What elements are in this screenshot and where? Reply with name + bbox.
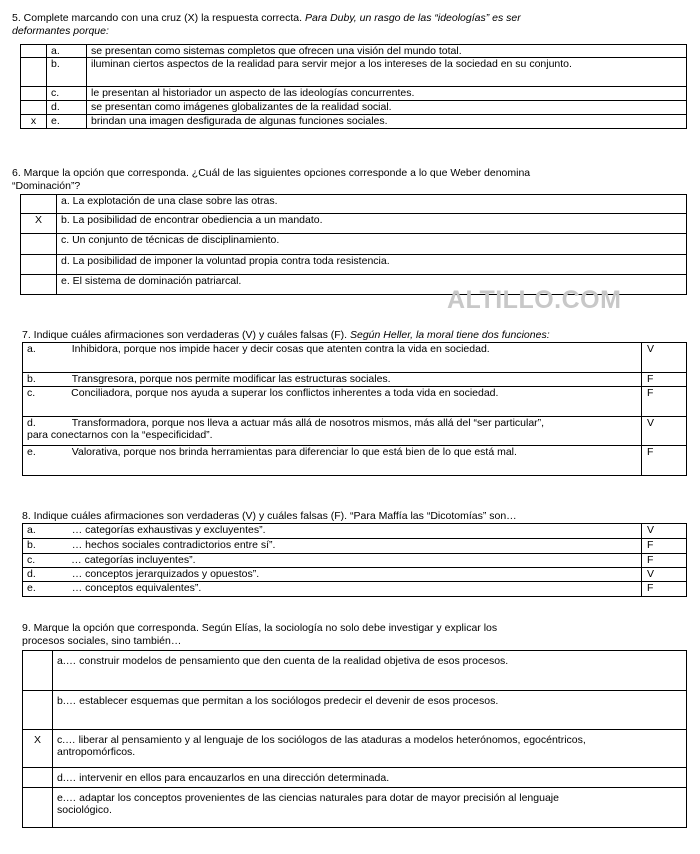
q5-letter-c: c. (47, 87, 87, 101)
q5-row-d (21, 101, 687, 115)
q9-row-d (23, 768, 687, 788)
q6-option-e: e. El sistema de dominación patriarcal. (57, 275, 687, 295)
q8-letter-b: b. (27, 539, 36, 551)
q6-row-d (21, 255, 687, 275)
q7-letter-b: b. (27, 373, 36, 385)
q5-option-c: le presentan al historiador un aspecto de las ideologías concurrentes. (87, 87, 687, 101)
q9-text-b: b.… establecer esquemas que permitan a los sociólogos predecir el devenir de esos procesos. (57, 695, 499, 707)
q5-option-a: se presentan como sistemas completos que ofrecen una visión del mundo total. (87, 45, 687, 58)
q7-row-a (23, 343, 687, 373)
q7-text-d: Transformadora, porque nos lleva a actuar más allá de nosotros mismos, más allá del “ser particular”, (71, 417, 545, 429)
q7-answer-d[interactable]: V (642, 417, 687, 446)
q7-prompt-italic: Según Heller, la moral tiene dos funciones: (347, 329, 550, 341)
q8-text-e: … conceptos equivalentes”. (71, 582, 202, 594)
q8-text-d: … conceptos jerarquizados y opuestos”. (71, 568, 260, 580)
q7-answer-b[interactable]: F (642, 373, 687, 387)
q8-text-a: … categorías exhaustivas y excluyentes”. (71, 524, 266, 536)
q8-letter-e: e. (27, 582, 36, 594)
q9-mark-b[interactable] (23, 691, 53, 730)
q8-table (22, 523, 687, 597)
q6-mark-d[interactable] (21, 255, 57, 275)
q9-mark-e[interactable] (23, 788, 53, 828)
q9-mark-d[interactable] (23, 768, 53, 788)
q6-row-c (21, 234, 687, 255)
q9-row-e (23, 788, 687, 828)
q5-prompt-line1: 5. Complete marcando con una cruz (X) la respuesta correcta. (12, 12, 303, 24)
q9-text-d: d.… intervenir en ellos para encauzarlos en una dirección determinada. (57, 772, 390, 784)
q7-answer-a[interactable]: V (642, 343, 687, 373)
q6-prompt-line1: 6. Marque la opción que corresponda. ¿Cuál de las siguientes opciones corresponde a lo que Weber denomina (12, 167, 531, 179)
q9-text-e: e.… adaptar los conceptos provenientes de las ciencias naturales para dotar de mayor precisión al lenguaje (57, 792, 559, 804)
q8-answer-b[interactable]: F (642, 539, 687, 554)
q5-row-b (21, 58, 687, 87)
q5-prompt-italic: Para Duby, un rasgo de las “ideologías” es ser (302, 12, 521, 24)
q9-mark-c[interactable]: X (23, 730, 53, 768)
q9-text-e-cont: sociológico. (57, 804, 112, 816)
q8-statement-a (23, 524, 642, 539)
q5-mark-c[interactable] (21, 87, 47, 101)
q6-row-a (21, 195, 687, 214)
q7-table (22, 342, 687, 476)
q6-option-a: a. La explotación de una clase sobre las otras. (57, 195, 687, 214)
q9-text-c: c.… liberar al pensamiento y al lenguaje de los sociólogos de las ataduras a modelos heterónomos, egocéntricos, (57, 734, 586, 746)
q9-option-c (53, 730, 687, 768)
q7-prompt-line1: 7. Indique cuáles afirmaciones son verdaderas (V) y cuáles falsas (F). (22, 329, 348, 341)
q8-statement-d (23, 568, 642, 582)
q9-mark-a[interactable] (23, 651, 53, 691)
q7-text-c: Conciliadora, porque nos ayuda a superar los conflictos inherentes a toda vida en sociedad. (71, 387, 499, 399)
q8-answer-c[interactable]: F (642, 554, 687, 568)
q5-option-b: iluminan ciertos aspectos de la realidad para servir mejor a los intereses de la sociedad en su conjunto. (87, 58, 687, 87)
q8-row-a (23, 524, 687, 539)
q7-text-e: Valorativa, porque nos brinda herramientas para diferenciar lo que está bien de lo que está mal. (71, 446, 517, 458)
q8-answer-a[interactable]: V (642, 524, 687, 539)
q7-row-d (23, 417, 687, 446)
q5-row-c (21, 87, 687, 101)
q8-statement-c (23, 554, 642, 568)
q6-option-c: c. Un conjunto de técnicas de disciplinamiento. (57, 234, 687, 255)
q6-table (20, 194, 687, 295)
q7-row-c (23, 387, 687, 417)
q9-row-c (23, 730, 687, 768)
q5-prompt-line2: deformantes porque: (12, 25, 109, 37)
q5-table (20, 44, 687, 129)
q8-answer-e[interactable]: F (642, 582, 687, 597)
q7-text-b: Transgresora, porque nos permite modificar las estructuras sociales. (71, 373, 391, 385)
q8-row-d (23, 568, 687, 582)
q5-mark-a[interactable] (21, 45, 47, 58)
q7-text-d-cont: para conectarnos con la “especificidad”. (27, 429, 213, 441)
q8-statement-b (23, 539, 642, 554)
q5-letter-a: a. (47, 45, 87, 58)
q5-option-d: se presentan como imágenes globalizantes de la realidad social. (87, 101, 687, 115)
q7-statement-a (23, 343, 642, 373)
q8-row-e (23, 582, 687, 597)
q7-text-a: Inhibidora, porque nos impide hacer y decir cosas que atenten contra la vida en sociedad. (71, 343, 490, 355)
q5-prompt (12, 12, 521, 38)
q7-answer-e[interactable]: F (642, 446, 687, 476)
q9-text-a: a.… construir modelos de pensamiento que den cuenta de la realidad objetiva de esos procesos. (57, 655, 509, 667)
q5-row-a (21, 45, 687, 58)
q8-row-b (23, 539, 687, 554)
q6-mark-a[interactable] (21, 195, 57, 214)
q7-letter-e: e. (27, 446, 36, 458)
q9-prompt (22, 622, 497, 648)
q6-mark-c[interactable] (21, 234, 57, 255)
q8-row-c (23, 554, 687, 568)
q8-letter-c: c. (27, 554, 36, 566)
q9-table (22, 650, 687, 828)
q6-prompt-line2: “Dominación”? (12, 180, 81, 192)
q7-prompt (22, 329, 550, 342)
q9-prompt-line2: procesos sociales, sino también… (22, 635, 182, 647)
q7-letter-c: c. (27, 387, 36, 399)
q7-letter-a: a. (27, 343, 36, 355)
watermark-logo: ALTILLO.COM (447, 286, 622, 314)
q9-option-e (53, 788, 687, 828)
q6-mark-b[interactable]: X (21, 214, 57, 234)
q6-prompt (12, 167, 530, 193)
q6-row-b (21, 214, 687, 234)
q5-letter-b: b. (47, 58, 87, 87)
q8-answer-d[interactable]: V (642, 568, 687, 582)
q7-letter-d: d. (27, 417, 36, 429)
q9-row-a (23, 651, 687, 691)
q5-mark-b[interactable] (21, 58, 47, 87)
q6-mark-e[interactable] (21, 275, 57, 295)
q8-letter-d: d. (27, 568, 36, 580)
q9-row-b (23, 691, 687, 730)
q7-row-e (23, 446, 687, 476)
q9-option-d (53, 768, 687, 788)
q5-letter-e: e. (47, 115, 87, 129)
q6-option-d: d. La posibilidad de imponer la voluntad propia contra toda resistencia. (57, 255, 687, 275)
q8-prompt (22, 510, 517, 523)
q9-option-a (53, 651, 687, 691)
q5-letter-d: d. (47, 101, 87, 115)
q8-statement-e (23, 582, 642, 597)
q9-option-b (53, 691, 687, 730)
q5-mark-e[interactable]: x (21, 115, 47, 129)
q5-row-e (21, 115, 687, 129)
q8-text-c: … categorías incluyentes”. (71, 554, 196, 566)
q7-statement-d (23, 417, 642, 446)
q7-statement-e (23, 446, 642, 476)
q7-row-b (23, 373, 687, 387)
q7-statement-c (23, 387, 642, 417)
q6-option-b: b. La posibilidad de encontrar obediencia a un mandato. (57, 214, 687, 234)
q5-option-e: brindan una imagen desfigurada de algunas funciones sociales. (87, 115, 687, 129)
q9-prompt-line1: 9. Marque la opción que corresponda. Según Elías, la sociología no solo debe investigar y explicar los (22, 622, 498, 634)
q8-prompt-line1: 8. Indique cuáles afirmaciones son verdaderas (V) y cuáles falsas (F). “Para Maffía las “Dicotomías” son… (22, 510, 517, 522)
q7-statement-b (23, 373, 642, 387)
q8-letter-a: a. (27, 524, 36, 536)
q5-mark-d[interactable] (21, 101, 47, 115)
q7-answer-c[interactable]: F (642, 387, 687, 417)
q9-text-c-cont: antropomórficos. (57, 746, 136, 758)
q8-text-b: … hechos sociales contradictorios entre sí”. (71, 539, 276, 551)
